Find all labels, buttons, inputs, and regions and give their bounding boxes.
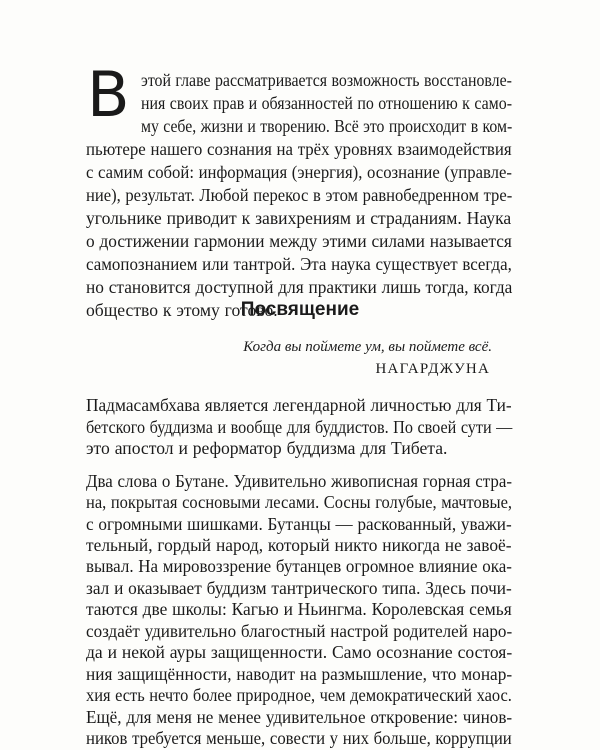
epigraph-author: НАГАРДЖУНА	[375, 361, 490, 377]
paragraph-line: да и некой ауры защищенности. Само осознание состоя-	[86, 642, 513, 663]
paragraph-line: это апостол и реформатор буддизма для Тибета.	[86, 437, 448, 458]
paragraph-line: зал и оказывает буддизм тантрического типа. Здесь почи-	[86, 577, 512, 598]
intro-line: ние), результат. Любой перекос в этом равнобедренном тре-	[86, 185, 513, 205]
paragraph-line: бетского буддизма и вообще для буддистов. По своей сути —	[86, 416, 513, 437]
intro-line: но становится доступной для практики лишь тогда, когда	[86, 277, 513, 297]
intro-line: самопознанием или тантрой. Эта наука существует всегда,	[86, 254, 512, 274]
section-heading: Посвящение	[240, 299, 360, 320]
paragraph-line: хия есть нечто более природное, чем демократический хаос.	[86, 685, 512, 706]
paragraph-line: тельный, гордый народ, который никто никогда не завоё-	[86, 534, 512, 555]
paragraph-line: ния защищённости, наводит на размышление, что монар-	[86, 663, 513, 684]
intro-line: о достижении гармонии между этими силами называется	[86, 231, 512, 251]
paragraph-line: создаёт удивительно благостный настрой родителей наро-	[86, 620, 513, 641]
paragraph-line: на, покрытая сосновыми лесами. Сосны голубые, мачтовые,	[86, 492, 513, 512]
paragraph-line: таются две школы: Кагью и Ньингма. Королевская семья	[86, 599, 512, 620]
paragraph-line: Ещё, для меня не менее удивительное откровение: чинов-	[86, 706, 513, 727]
drop-cap: В	[87, 58, 130, 131]
epigraph-quote: Когда вы поймете ум, вы поймете всё.	[243, 339, 492, 355]
intro-line: ния своих прав и обязанностей по отношению к само-	[141, 93, 513, 113]
intro-line: этой главе рассматривается возможность восстановле-	[141, 70, 512, 90]
intro-line: му себе, жизни и творению. Всё это происходит в ком-	[141, 116, 513, 136]
paragraph-line: Два слова о Бутане. Удивительно живописная горная стра-	[86, 470, 513, 491]
intro-line: пьютере нашего сознания на трёх уровнях взаимодействия	[86, 139, 512, 159]
intro-line: общество к этому готово.	[86, 300, 278, 320]
intro-line: угольнике приводит к завихрениям и страданиям. Наука	[86, 208, 512, 228]
paragraph-line: Падмасамбхава является легендарной личностью для Ти-	[86, 395, 512, 415]
paragraph-line: ников требуется меньше, совести у них больше, коррупции	[86, 728, 512, 748]
intro-line: с самим собой: информация (энергия), осознание (управле-	[86, 162, 512, 182]
paragraph-line: вывал. На мировоззрение бутанцев огромное влияние ока-	[86, 556, 512, 577]
paragraph-line: с огромными шишками. Бутанцы — раскованный, уважи-	[86, 513, 512, 534]
